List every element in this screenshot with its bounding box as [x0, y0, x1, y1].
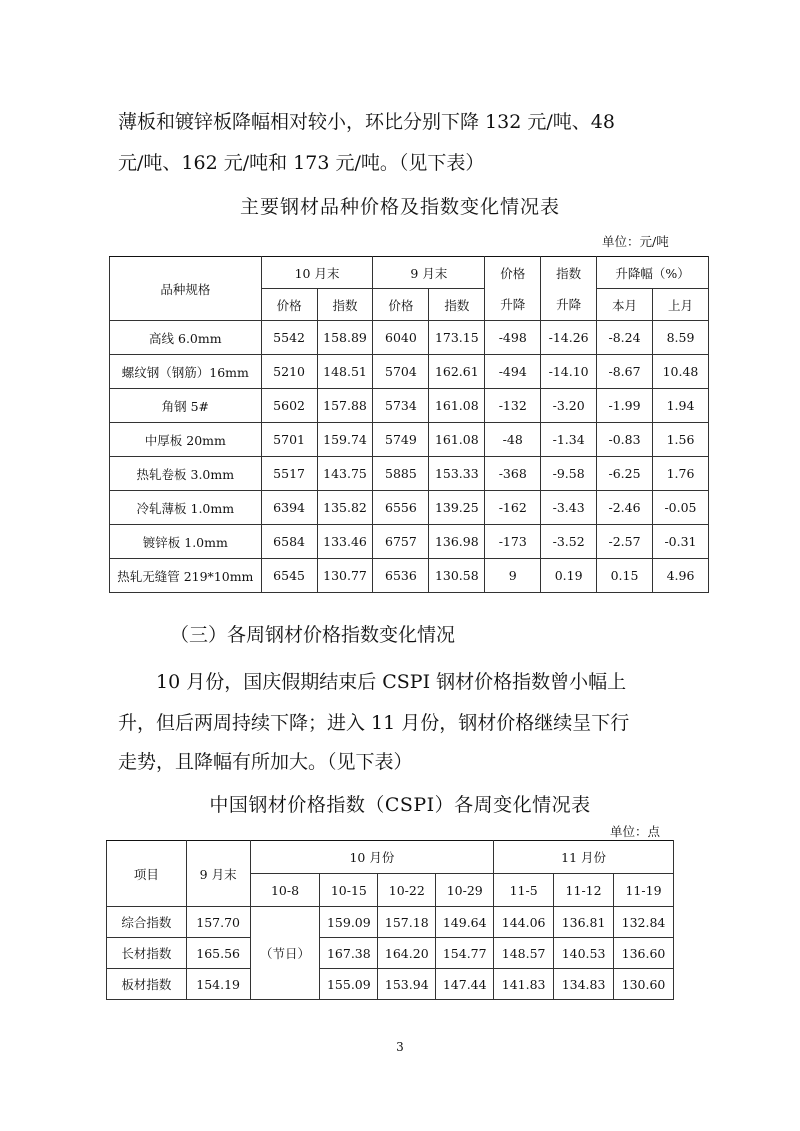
table-row — [110, 389, 709, 423]
cell-w4: 149.64 — [436, 907, 494, 938]
t2-header-week: 11-19 — [614, 874, 674, 907]
cell-index-chg: -3.43 — [541, 491, 597, 525]
cell-last-pct: -0.05 — [652, 491, 708, 525]
cell-last-pct: 1.76 — [652, 457, 708, 491]
header-sep-price: 价格 — [373, 289, 429, 321]
cell-oct-index: 157.88 — [317, 389, 373, 423]
cell-oct-price: 6394 — [261, 491, 317, 525]
header-pct: 升降幅（%） — [597, 257, 709, 289]
cell-oct-index: 130.77 — [317, 559, 373, 593]
cell-price-chg: -48 — [485, 423, 541, 457]
cell-sep-price: 6556 — [373, 491, 429, 525]
cell-w6: 136.81 — [554, 907, 614, 938]
cell-w7: 136.60 — [614, 938, 674, 969]
row-name: 冷轧薄板 1.0mm — [110, 491, 262, 525]
t2-header-week: 10-15 — [320, 874, 378, 907]
cell-sep-price: 5749 — [373, 423, 429, 457]
row-name: 板材指数 — [107, 969, 187, 1000]
table-row — [110, 491, 709, 525]
header-last-month: 上月 — [652, 289, 708, 321]
cell-index-chg: -3.52 — [541, 525, 597, 559]
header-oct-index: 指数 — [317, 289, 373, 321]
cell-this-pct: -8.67 — [597, 355, 653, 389]
cell-sep-price: 6040 — [373, 321, 429, 355]
cell-index-chg: -14.26 — [541, 321, 597, 355]
cell-w6: 140.53 — [554, 938, 614, 969]
cell-oct-price: 6545 — [261, 559, 317, 593]
cell-w4: 154.77 — [436, 938, 494, 969]
cell-oct-price: 5210 — [261, 355, 317, 389]
body-line-1: 10 月份，国庆假期结束后 CSPI 钢材价格指数曾小幅上 — [156, 671, 627, 693]
table-row — [110, 525, 709, 559]
cell-sep-index: 162.61 — [429, 355, 485, 389]
cell-sep-price: 6536 — [373, 559, 429, 593]
cell-index-chg: 0.19 — [541, 559, 597, 593]
table-row — [110, 457, 709, 491]
cell-oct-price: 5542 — [261, 321, 317, 355]
cell-this-pct: 0.15 — [597, 559, 653, 593]
steel-price-table — [109, 256, 709, 593]
t2-header-week: 11-12 — [554, 874, 614, 907]
header-oct-price: 价格 — [261, 289, 317, 321]
cell-oct-index: 159.74 — [317, 423, 373, 457]
body-line-3: 走势，且降幅有所加大。（见下表） — [118, 751, 413, 773]
cell-oct-price: 5517 — [261, 457, 317, 491]
cell-w5: 141.83 — [494, 969, 554, 1000]
cell-price-chg: -162 — [485, 491, 541, 525]
cell-this-pct: -8.24 — [597, 321, 653, 355]
table-row — [107, 969, 674, 1000]
header-name: 品种规格 — [110, 257, 262, 321]
cell-oct-price: 6584 — [261, 525, 317, 559]
cell-last-pct: 8.59 — [652, 321, 708, 355]
cell-w5: 144.06 — [494, 907, 554, 938]
cell-last-pct: 4.96 — [652, 559, 708, 593]
cell-price-chg: -132 — [485, 389, 541, 423]
header-price-change-1: 价格 — [485, 257, 541, 289]
row-name: 中厚板 20mm — [110, 423, 262, 457]
cell-this-pct: -2.46 — [597, 491, 653, 525]
row-name: 螺纹钢（钢筋）16mm — [110, 355, 262, 389]
header-price-change-2: 升降 — [485, 289, 541, 321]
cell-sep-price: 5734 — [373, 389, 429, 423]
row-name: 角钢 5# — [110, 389, 262, 423]
cell-sep-end: 154.19 — [186, 969, 250, 1000]
cell-this-pct: -2.57 — [597, 525, 653, 559]
cell-oct-index: 133.46 — [317, 525, 373, 559]
cell-oct-price: 5602 — [261, 389, 317, 423]
cell-this-pct: -6.25 — [597, 457, 653, 491]
t2-header-week: 11-5 — [494, 874, 554, 907]
table-row — [110, 423, 709, 457]
table-row — [110, 321, 709, 355]
cell-w3: 153.94 — [378, 969, 436, 1000]
row-name: 长材指数 — [107, 938, 187, 969]
cell-last-pct: 1.94 — [652, 389, 708, 423]
t2-header-sep-end: 9 月末 — [186, 841, 250, 907]
table1-unit: 单位：元/吨 — [602, 234, 669, 249]
table-row — [107, 907, 674, 938]
header-this-month: 本月 — [597, 289, 653, 321]
cell-sep-end: 157.70 — [186, 907, 250, 938]
table-row — [110, 355, 709, 389]
cell-sep-index: 173.15 — [429, 321, 485, 355]
table-row — [107, 938, 674, 969]
cell-this-pct: -1.99 — [597, 389, 653, 423]
intro-line-1: 薄板和镀锌板降幅相对较小，环比分别下降 132 元/吨、48 — [118, 111, 615, 133]
cell-sep-index: 153.33 — [429, 457, 485, 491]
t2-header-item: 项目 — [107, 841, 187, 907]
header-sep: 9 月末 — [373, 257, 485, 289]
cell-w5: 148.57 — [494, 938, 554, 969]
cell-w4: 147.44 — [436, 969, 494, 1000]
holiday-cell: （节日） — [250, 907, 320, 1000]
row-name: 综合指数 — [107, 907, 187, 938]
cell-price-chg: -368 — [485, 457, 541, 491]
cell-w2: 159.09 — [320, 907, 378, 938]
cell-sep-end: 165.56 — [186, 938, 250, 969]
t2-header-week: 10-29 — [436, 874, 494, 907]
cell-sep-index: 139.25 — [429, 491, 485, 525]
cell-w2: 155.09 — [320, 969, 378, 1000]
table-row — [110, 559, 709, 593]
cell-price-chg: -173 — [485, 525, 541, 559]
cell-price-chg: -494 — [485, 355, 541, 389]
cell-price-chg: -498 — [485, 321, 541, 355]
body-line-2: 升，但后两周持续下降；进入 11 月份，钢材价格继续呈下行 — [118, 712, 630, 734]
cell-sep-index: 130.58 — [429, 559, 485, 593]
cell-oct-index: 135.82 — [317, 491, 373, 525]
t2-header-oct: 10 月份 — [250, 841, 494, 874]
cell-w7: 132.84 — [614, 907, 674, 938]
cell-index-chg: -14.10 — [541, 355, 597, 389]
cell-w6: 134.83 — [554, 969, 614, 1000]
cell-oct-index: 158.89 — [317, 321, 373, 355]
row-name: 热轧卷板 3.0mm — [110, 457, 262, 491]
cell-last-pct: -0.31 — [652, 525, 708, 559]
cell-index-chg: -3.20 — [541, 389, 597, 423]
t2-header-nov: 11 月份 — [494, 841, 674, 874]
cell-oct-index: 148.51 — [317, 355, 373, 389]
section-heading: （三）各周钢材价格指数变化情况 — [170, 624, 456, 646]
cell-sep-price: 5704 — [373, 355, 429, 389]
row-name: 镀锌板 1.0mm — [110, 525, 262, 559]
cell-sep-price: 6757 — [373, 525, 429, 559]
cell-sep-price: 5885 — [373, 457, 429, 491]
cell-last-pct: 1.56 — [652, 423, 708, 457]
page-number: 3 — [396, 1040, 404, 1054]
cell-w3: 157.18 — [378, 907, 436, 938]
cell-w7: 130.60 — [614, 969, 674, 1000]
header-index-change-1: 指数 — [541, 257, 597, 289]
cell-index-chg: -1.34 — [541, 423, 597, 457]
row-name: 热轧无缝管 219*10mm — [110, 559, 262, 593]
header-oct: 10 月末 — [261, 257, 373, 289]
cell-sep-index: 161.08 — [429, 389, 485, 423]
cspi-weekly-table — [106, 840, 674, 1000]
cell-sep-index: 136.98 — [429, 525, 485, 559]
header-index-change-2: 升降 — [541, 289, 597, 321]
intro-line-2: 元/吨、162 元/吨和 173 元/吨。（见下表） — [118, 152, 485, 174]
cell-w3: 164.20 — [378, 938, 436, 969]
table2-unit: 单位：点 — [610, 824, 661, 839]
cell-oct-index: 143.75 — [317, 457, 373, 491]
table2-title: 中国钢材价格指数（CSPI）各周变化情况表 — [209, 794, 591, 816]
row-name: 高线 6.0mm — [110, 321, 262, 355]
cell-w2: 167.38 — [320, 938, 378, 969]
t2-header-week: 10-8 — [250, 874, 320, 907]
table1-title: 主要钢材品种价格及指数变化情况表 — [239, 196, 560, 218]
t2-header-week: 10-22 — [378, 874, 436, 907]
cell-price-chg: 9 — [485, 559, 541, 593]
cell-oct-price: 5701 — [261, 423, 317, 457]
cell-this-pct: -0.83 — [597, 423, 653, 457]
header-sep-index: 指数 — [429, 289, 485, 321]
cell-sep-index: 161.08 — [429, 423, 485, 457]
cell-index-chg: -9.58 — [541, 457, 597, 491]
cell-last-pct: 10.48 — [652, 355, 708, 389]
